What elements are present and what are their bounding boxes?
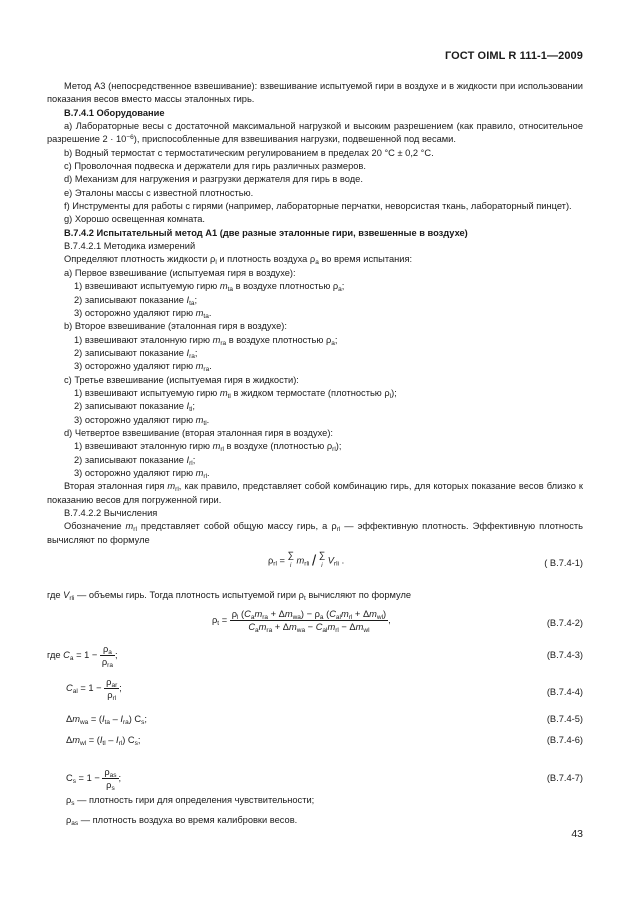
weighing-c-heading: c) Третье взвешивание (испытуемая гиря в жидкости): [64,374,299,385]
equation-number-7: (В.7.4-7) [546,773,583,783]
section-heading-b742: В.7.4.2 Испытательный метод А1 (две разные эталонные гири, взвешенные в воздухе) [64,227,468,238]
item-c: c) Проволочная подвеска и держатели для гирь различных размеров. [64,161,366,172]
equation-b745: $\Delta m_{wa} = (I_{ta} - I_{ra})$ $C_s$; [66,714,147,726]
equation-number-1: ( В.7.4-1) [544,558,583,568]
equation-b744: $C_{al} = 1$ − $\frac{\rho_{ar}}{\rho_{rl}}$ ; [66,677,122,702]
item-f: f) Инструменты для работы с гирями (например, лабораторные перчатки, неворсистая ткань, лабораторный пинцет). [64,201,572,212]
weighing-c-step1: 1) взвешивают испытуемую гирю $m_{tl}$ в жидком термостате (плотностью $\rho_l$); [74,387,397,400]
equation-number-5: (В.7.4-5) [546,714,583,724]
weighing-b-step1: 1) взвешивают эталонную гирю $m_{ra}$ в воздухе плотностью $\rho_a$; [74,334,338,347]
weighing-d-step3: 3) осторожно удаляют гирю $m_{rl}$. [74,467,210,480]
intro-paragraph: Метод А3 (непосредственное взвешивание): взвешивание испытуемой гири в воздухе и в жидкости при использовании показания весов вместо массы эталонных гирь. [47,81,583,105]
item-g: g) Хорошо освещенная комната. [64,214,206,225]
second-reference-paragraph: Вторая эталонная гиря $m_{rl}$, как правило, представляет собой комбинацию гирь, для которых показание весов близко к показанию весов для погруженной гири. [47,481,583,505]
equation-b742: $\rho_t$ = $\frac{\rho_l (C_am_{ra} + \Delta m_{wa}) - \rho_a (C_{al}m_{rl} + \Delta m_{wl})}{C_am_{ra} + \Delta m_{wa} - C_{al}m_{rl} - \Delta m_{wl}}$ , [212,609,391,634]
document-header: ГОСТ OIML R 111-1—2009 [444,50,583,62]
equation-b741: $\rho_{rl}$ = ∑ i $m_{rli}$ / ∑ i $V_{rli}$ . [268,550,345,570]
body-text [47,80,583,547]
item-e: e) Эталоны массы с известной плотностью. [64,187,254,198]
determine-paragraph: Определяют плотность жидкости $\rho_l$ и плотность воздуха $\rho_a$ во время испытания: [64,254,413,267]
section-heading-b7421: В.7.4.2.1 Методика измерений [64,241,196,252]
weighing-a-heading: a) Первое взвешивание (испытуемая гиря в воздухе): [64,267,296,278]
weighing-d-step1: 1) взвешивают эталонную гирю $m_{rl}$ в воздухе (плотностью $\rho_{rl}$); [74,441,342,454]
section-heading-b741: В.7.4.1 Оборудование [64,107,165,118]
equation-number-3: (В.7.4-3) [546,650,583,660]
weighing-a-step3: 3) осторожно удаляют гирю $m_{ta}$. [74,307,212,320]
weighing-d-heading: d) Четвертое взвешивание (вторая эталонная гиря в воздухе): [64,427,334,438]
rho-as-definition: $\rho_{as}$ — плотность воздуха во время калибровки весов. [66,815,298,827]
weighing-c-step2: 2) записывают показание $I_{tl}$; [74,401,195,414]
weighing-a-step2: 2) записывают показание $I_{ta}$; [74,294,198,307]
weighing-c-step3: 3) осторожно удаляют гирю $m_{tl}$. [74,414,210,427]
item-b: b) Водный термостат с термостатическим регулированием в пределах 20 °С ± 0,2 °С. [64,147,434,158]
weighing-b-step3: 3) осторожно удаляют гирю $m_{ra}$. [74,361,212,374]
equation-number-4: (В.7.4-4) [546,687,583,697]
equation-number-2: (В.7.4-2) [546,618,583,628]
equation-b743: где $C_a = 1$ − $\frac{\rho_a}{\rho_{ra}}$ ; [47,644,118,669]
weighing-d-step2: 2) записывают показание $I_{rl}$; [74,454,196,467]
rho-s-definition: $\rho_s$ — плотность гири для определения чувствительности; [66,795,315,807]
notation-paragraph: Обозначение $m_{rl}$ представляет собой общую массу гирь, а $\rho_{rl}$ — эффективную плотность. Эффективную плотность вычисляют по формуле [47,521,583,545]
equation-b746: $\Delta m_{wl} = (I_{tl} - I_{rl})$ $C_s$; [66,735,141,747]
equation-b747: $C_s = 1$ − $\frac{\rho_{as}}{\rho_s}$ ; [66,767,122,792]
item-d: d) Механизм для нагружения и разгрузки держателя для гирь в воде. [64,174,363,185]
weighing-a-step1: 1) взвешивают испытуемую гирю $m_{ta}$ в воздухе плотностью $\rho_a$; [74,281,345,294]
section-heading-b7422: В.7.4.2.2 Вычисления [64,508,158,518]
weighing-b-step2: 2) записывают показание $I_{ra}$; [74,347,198,360]
where-v-paragraph: где $V_{rli}$ — объемы гирь. Тогда плотность испытуемой гири $\rho_t$ вычисляют по формуле [47,590,412,602]
page-number: 43 [571,828,583,840]
equation-number-6: (В.7.4-6) [546,735,583,745]
weighing-b-heading: b) Второе взвешивание (эталонная гиря в воздухе): [64,321,287,332]
item-a: a) Лабораторные весы с достаточной максимальной нагрузкой и высоким разрешением (как правило, относительное разрешение $2 \cdot 10^{-6}$), приспособленные для взвешивания нагрузки, подвешенной под весами. [47,121,583,145]
